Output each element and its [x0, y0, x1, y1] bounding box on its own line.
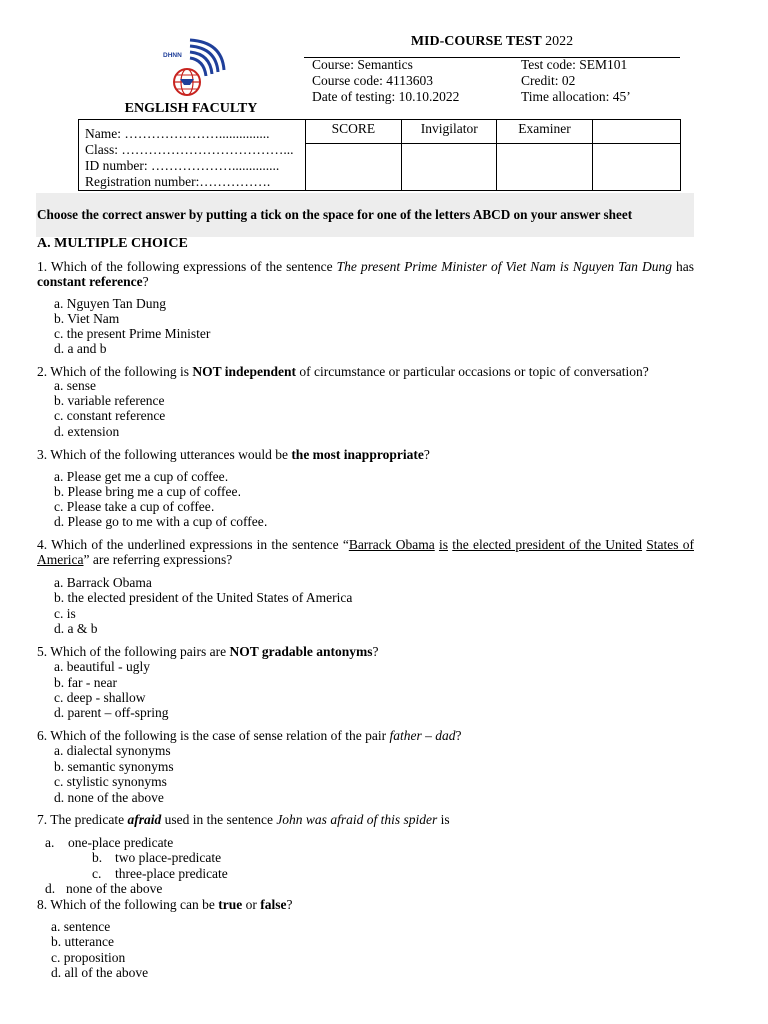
name-field[interactable]: Name: …………………...............: [85, 126, 270, 141]
q7-option-c-letter: c.: [92, 866, 102, 881]
question-6: [37, 728, 694, 743]
q3-option-d[interactable]: [54, 514, 267, 529]
q3-keyword: the most inappropriate: [291, 447, 424, 462]
q5-option-c[interactable]: c. deep - shallow: [54, 690, 146, 705]
q4-option-c[interactable]: c. is: [54, 606, 76, 621]
q7-mid: used in the sentence: [161, 812, 277, 827]
q4-underlined-3b: States of America: [37, 537, 694, 568]
q6-option-d[interactable]: d. none of the above: [54, 790, 164, 805]
q3-option-b[interactable]: [54, 484, 241, 499]
q4-text: 4. Which of the underlined expressions in the sentence “: [37, 537, 349, 552]
q2-option-a[interactable]: a. sense: [54, 378, 96, 393]
q3-option-a[interactable]: [54, 469, 228, 484]
time-allocation: Time allocation: 45’: [521, 89, 631, 104]
course-code: Course code: 4113603: [312, 73, 433, 88]
test-code: Test code: SEM101: [521, 57, 628, 72]
q3-option-b-text: b. Please bring me a cup of coffee: [54, 484, 238, 499]
q5-keyword: NOT gradable antonyms: [229, 644, 373, 659]
examiner-header: Examiner: [497, 120, 592, 144]
q1-sentence: The present Prime Minister of Viet Nam is Nguyen Tan Dung: [336, 259, 672, 274]
question-3: [37, 447, 694, 462]
student-info-table: [78, 119, 681, 191]
q4-underlined-2: is: [438, 537, 448, 552]
q1-option-a[interactable]: a. Nguyen Tan Dung: [54, 296, 167, 311]
credit: Credit: 02: [521, 73, 576, 88]
q3-option-a-period: .: [224, 469, 229, 484]
q8-option-d[interactable]: d. all of the above: [51, 965, 149, 980]
q7-option-d-letter: d.: [45, 881, 56, 896]
q6-option-b[interactable]: b. semantic synonyms: [54, 759, 174, 774]
test-title-main: MID-COURSE TEST: [410, 34, 542, 49]
q2-keyword: NOT independent: [192, 364, 297, 379]
q7-text: 7. The predicate: [37, 812, 128, 827]
q8-option-b[interactable]: b. utterance: [51, 934, 114, 949]
score-header: SCORE: [305, 120, 401, 144]
q7-option-b-letter: b.: [92, 850, 103, 865]
q7-option-b[interactable]: two place-predicate: [115, 850, 222, 865]
q7-sentence: John was afraid of this spider: [276, 812, 438, 827]
q2-option-c[interactable]: c. constant reference: [54, 408, 166, 423]
question-7: [37, 812, 694, 827]
question-1: [37, 259, 694, 290]
q7-option-a[interactable]: one-place predicate: [68, 835, 174, 850]
examiner-cell[interactable]: [497, 144, 592, 191]
q6-pair: father – dad: [389, 728, 456, 743]
logo-text: DHNN: [163, 52, 182, 59]
q1-end: ?: [142, 274, 149, 290]
q8-mid: or: [242, 897, 261, 912]
q2-text: 2. Which of the following is: [37, 364, 193, 379]
registration-field[interactable]: Registration number:…………….: [85, 174, 271, 189]
q8-text: 8. Which of the following can be: [37, 897, 219, 912]
score-cell[interactable]: [305, 144, 401, 191]
q1-text: 1. Which of the following expressions of the sentence: [37, 259, 337, 274]
instruction-text: Choose the correct answer by putting a tick on the space for one of the letters ABCD on your answer sheet: [37, 207, 633, 222]
question-4: [37, 537, 694, 568]
q5-text: 5. Which of the following pairs are: [37, 644, 230, 659]
university-logo: [160, 34, 230, 102]
q3-option-b-period: .: [237, 484, 242, 499]
q8-option-c[interactable]: c. proposition: [51, 950, 126, 965]
q7-option-a-letter: a.: [45, 835, 55, 850]
invigilator-cell[interactable]: [402, 144, 497, 191]
q1-option-d[interactable]: d. a and b: [54, 341, 107, 356]
q4-option-a[interactable]: a. Barrack Obama: [54, 575, 152, 590]
course-name: Course: Semantics: [312, 57, 413, 72]
q3-option-d-period: .: [263, 514, 268, 529]
q2-option-d[interactable]: d. extension: [54, 424, 120, 439]
q1-mid: has: [671, 259, 694, 274]
q3-option-a-text: a. Please get me a cup of coffee: [54, 469, 225, 484]
blank-cell: [592, 144, 680, 191]
q2-option-b[interactable]: b. variable reference: [54, 393, 165, 408]
q8-end: ?: [286, 897, 293, 912]
q1-keyword: constant reference: [37, 274, 143, 290]
q3-option-d-text: d. Please go to me with a cup of coffee: [54, 514, 264, 529]
q7-predicate: afraid: [127, 812, 162, 827]
invigilator-header: Invigilator: [402, 120, 497, 144]
test-title: [304, 34, 680, 49]
id-field[interactable]: ID number: ………………..............: [85, 158, 280, 173]
question-2: [37, 364, 694, 379]
q7-option-c[interactable]: three-place predicate: [115, 866, 228, 881]
q6-option-a[interactable]: a. dialectal synonyms: [54, 743, 171, 758]
q4-option-b[interactable]: b. the elected president of the United States of America: [54, 590, 353, 605]
q4-end: ” are referring expressions?: [83, 552, 233, 568]
q3-option-c-period: .: [210, 499, 215, 514]
question-8: [37, 897, 694, 912]
q5-option-d[interactable]: d. parent – off-spring: [54, 705, 169, 720]
faculty-name: ENGLISH FACULTY: [124, 101, 258, 116]
class-field[interactable]: Class: ………………………………...: [85, 142, 294, 157]
q3-option-c[interactable]: [54, 499, 215, 514]
blank-header: [592, 120, 680, 144]
test-date: Date of testing: 10.10.2022: [312, 89, 460, 104]
q4-underlined-3a: the elected president of the United: [452, 537, 643, 552]
q7-end: is: [437, 812, 450, 827]
q3-option-c-text: c. Please take a cup of coffee: [54, 499, 211, 514]
test-year: 2022: [545, 34, 574, 49]
q3-text: 3. Which of the following utterances would be: [37, 447, 292, 462]
q3-end: ?: [423, 447, 430, 462]
q8-keyword-false: false: [260, 897, 287, 912]
question-5: [37, 644, 694, 659]
q4-underlined-1: Barrack Obama: [348, 537, 435, 552]
section-title: A. MULTIPLE CHOICE: [37, 236, 188, 251]
q6-text: 6. Which of the following is the case of sense relation of the pair: [37, 728, 390, 743]
q1-option-c[interactable]: c. the present Prime Minister: [54, 326, 211, 341]
q5-end: ?: [372, 644, 379, 659]
q2-end: of circumstance or particular occasions or topic of conversation?: [296, 364, 649, 379]
q5-option-b[interactable]: b. far - near: [54, 675, 117, 690]
q8-option-a[interactable]: a. sentence: [51, 919, 111, 934]
q4-option-d[interactable]: d. a & b: [54, 621, 98, 636]
student-info-cell: [79, 120, 306, 191]
q1-option-b[interactable]: b. Viet Nam: [54, 311, 120, 326]
q6-option-c[interactable]: c. stylistic synonyms: [54, 774, 167, 789]
q5-option-a[interactable]: a. beautiful - ugly: [54, 659, 150, 674]
q7-option-d[interactable]: none of the above: [66, 881, 163, 896]
q6-end: ?: [455, 728, 462, 743]
q8-keyword-true: true: [218, 897, 243, 912]
